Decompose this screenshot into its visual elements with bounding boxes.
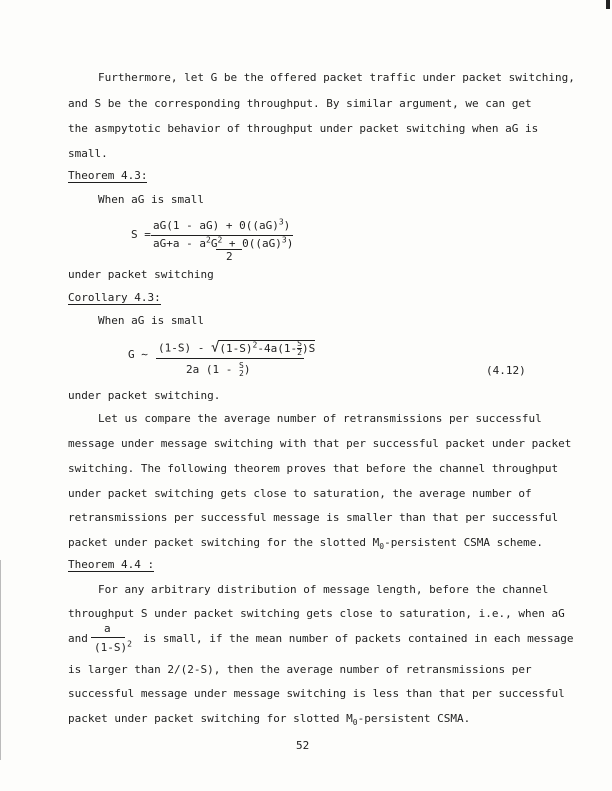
sqrt-icon: √ — [210, 339, 220, 356]
corollary43-intro: When aG is small — [98, 314, 204, 327]
scan-mark-left-edge — [0, 560, 1, 760]
para2-line4: under packet switching gets close to saturation, the average number of — [68, 487, 532, 500]
theorem44-line6: packet under packet switching for slotted $M_0$-persistent CSMA. — [68, 712, 471, 728]
theorem43-heading: Theorem 4.3: — [68, 169, 148, 182]
corollary43-den-frac: S 2 — [238, 361, 244, 378]
theorem43-denominator: $aG+a - a^2G^2 + 0((aG)^3)$ — [153, 235, 294, 250]
corollary43-denominator: 2a (1 - S 2 ) — [186, 361, 251, 378]
corollary43-fraction-bar — [156, 358, 304, 359]
corollary43-tail: under packet switching. — [68, 389, 221, 402]
para2-line1: Let us compare the average number of retransmissions per successful — [98, 412, 542, 425]
theorem44-frac-top: a — [104, 622, 111, 635]
theorem44-frac-bot: $(1-S)^2$ — [94, 639, 132, 654]
theorem44-heading: Theorem 4.4 : — [68, 558, 155, 571]
theorem43-inner-denominator: 2 — [226, 250, 233, 263]
para1-line2: and S be the corresponding throughput. By similar argument, we can get — [68, 97, 532, 110]
theorem44-line3-rest: is small, if the mean number of packets contained in each message — [143, 632, 574, 645]
corollary43-lhs: G ∼ — [128, 348, 148, 361]
scan-mark-top-right — [606, 0, 610, 9]
page-number: 52 — [296, 739, 310, 752]
para2-line3: switching. The following theorem proves that before the channel throughput — [68, 462, 559, 475]
para2-line5: retransmissions per successful message is smaller than that per successful — [68, 511, 559, 524]
theorem43-numerator: aG(1 - aG) + 0((aG)$^3$) — [153, 217, 291, 232]
corollary43-heading: Corollary 4.3: — [68, 291, 161, 304]
theorem43-intro: When aG is small — [98, 193, 204, 206]
theorem44-and: and — [68, 632, 88, 645]
theorem44-line5: successful message under message switching is less than that per successful — [68, 687, 565, 700]
para1-line3: the asmpytotic behavior of throughput under packet switching when aG is — [68, 122, 539, 135]
theorem44-line4: is larger than 2/(2-S), then the average number of retransmissions per — [68, 663, 532, 676]
corollary43-numerator: $(1-S) - √(1-S)^2-4a(1-$ $\frac{S}{2}$ )S — [158, 339, 316, 357]
theorem43-lhs: S = — [131, 228, 151, 241]
corollary43-eq-number: (4.12) — [486, 364, 526, 377]
para1-line1: Furthermore, let G be the offered packet traffic under packet switching, — [98, 71, 575, 84]
theorem43-tail: under packet switching — [68, 268, 214, 281]
theorem44-line2: throughput S under packet switching gets close to saturation, i.e., when aG — [68, 607, 565, 620]
corollary43-radicand: $(1-S)^2-4a(1-$ $\frac{S}{2}$ )S — [219, 339, 316, 357]
para1-line4: small. — [68, 147, 108, 160]
para2-line6: packet under packet switching for the slotted $M_0$-persistent CSMA scheme. — [68, 536, 544, 552]
theorem44-fraction-bar — [91, 637, 125, 638]
theorem44-line1: For any arbitrary distribution of message length, before the channel — [98, 583, 549, 596]
corollary43-inner-frac: $\frac{S}{2}$ — [297, 339, 302, 357]
para2-line2: message under message switching with that per successful packet under packet — [68, 437, 572, 450]
